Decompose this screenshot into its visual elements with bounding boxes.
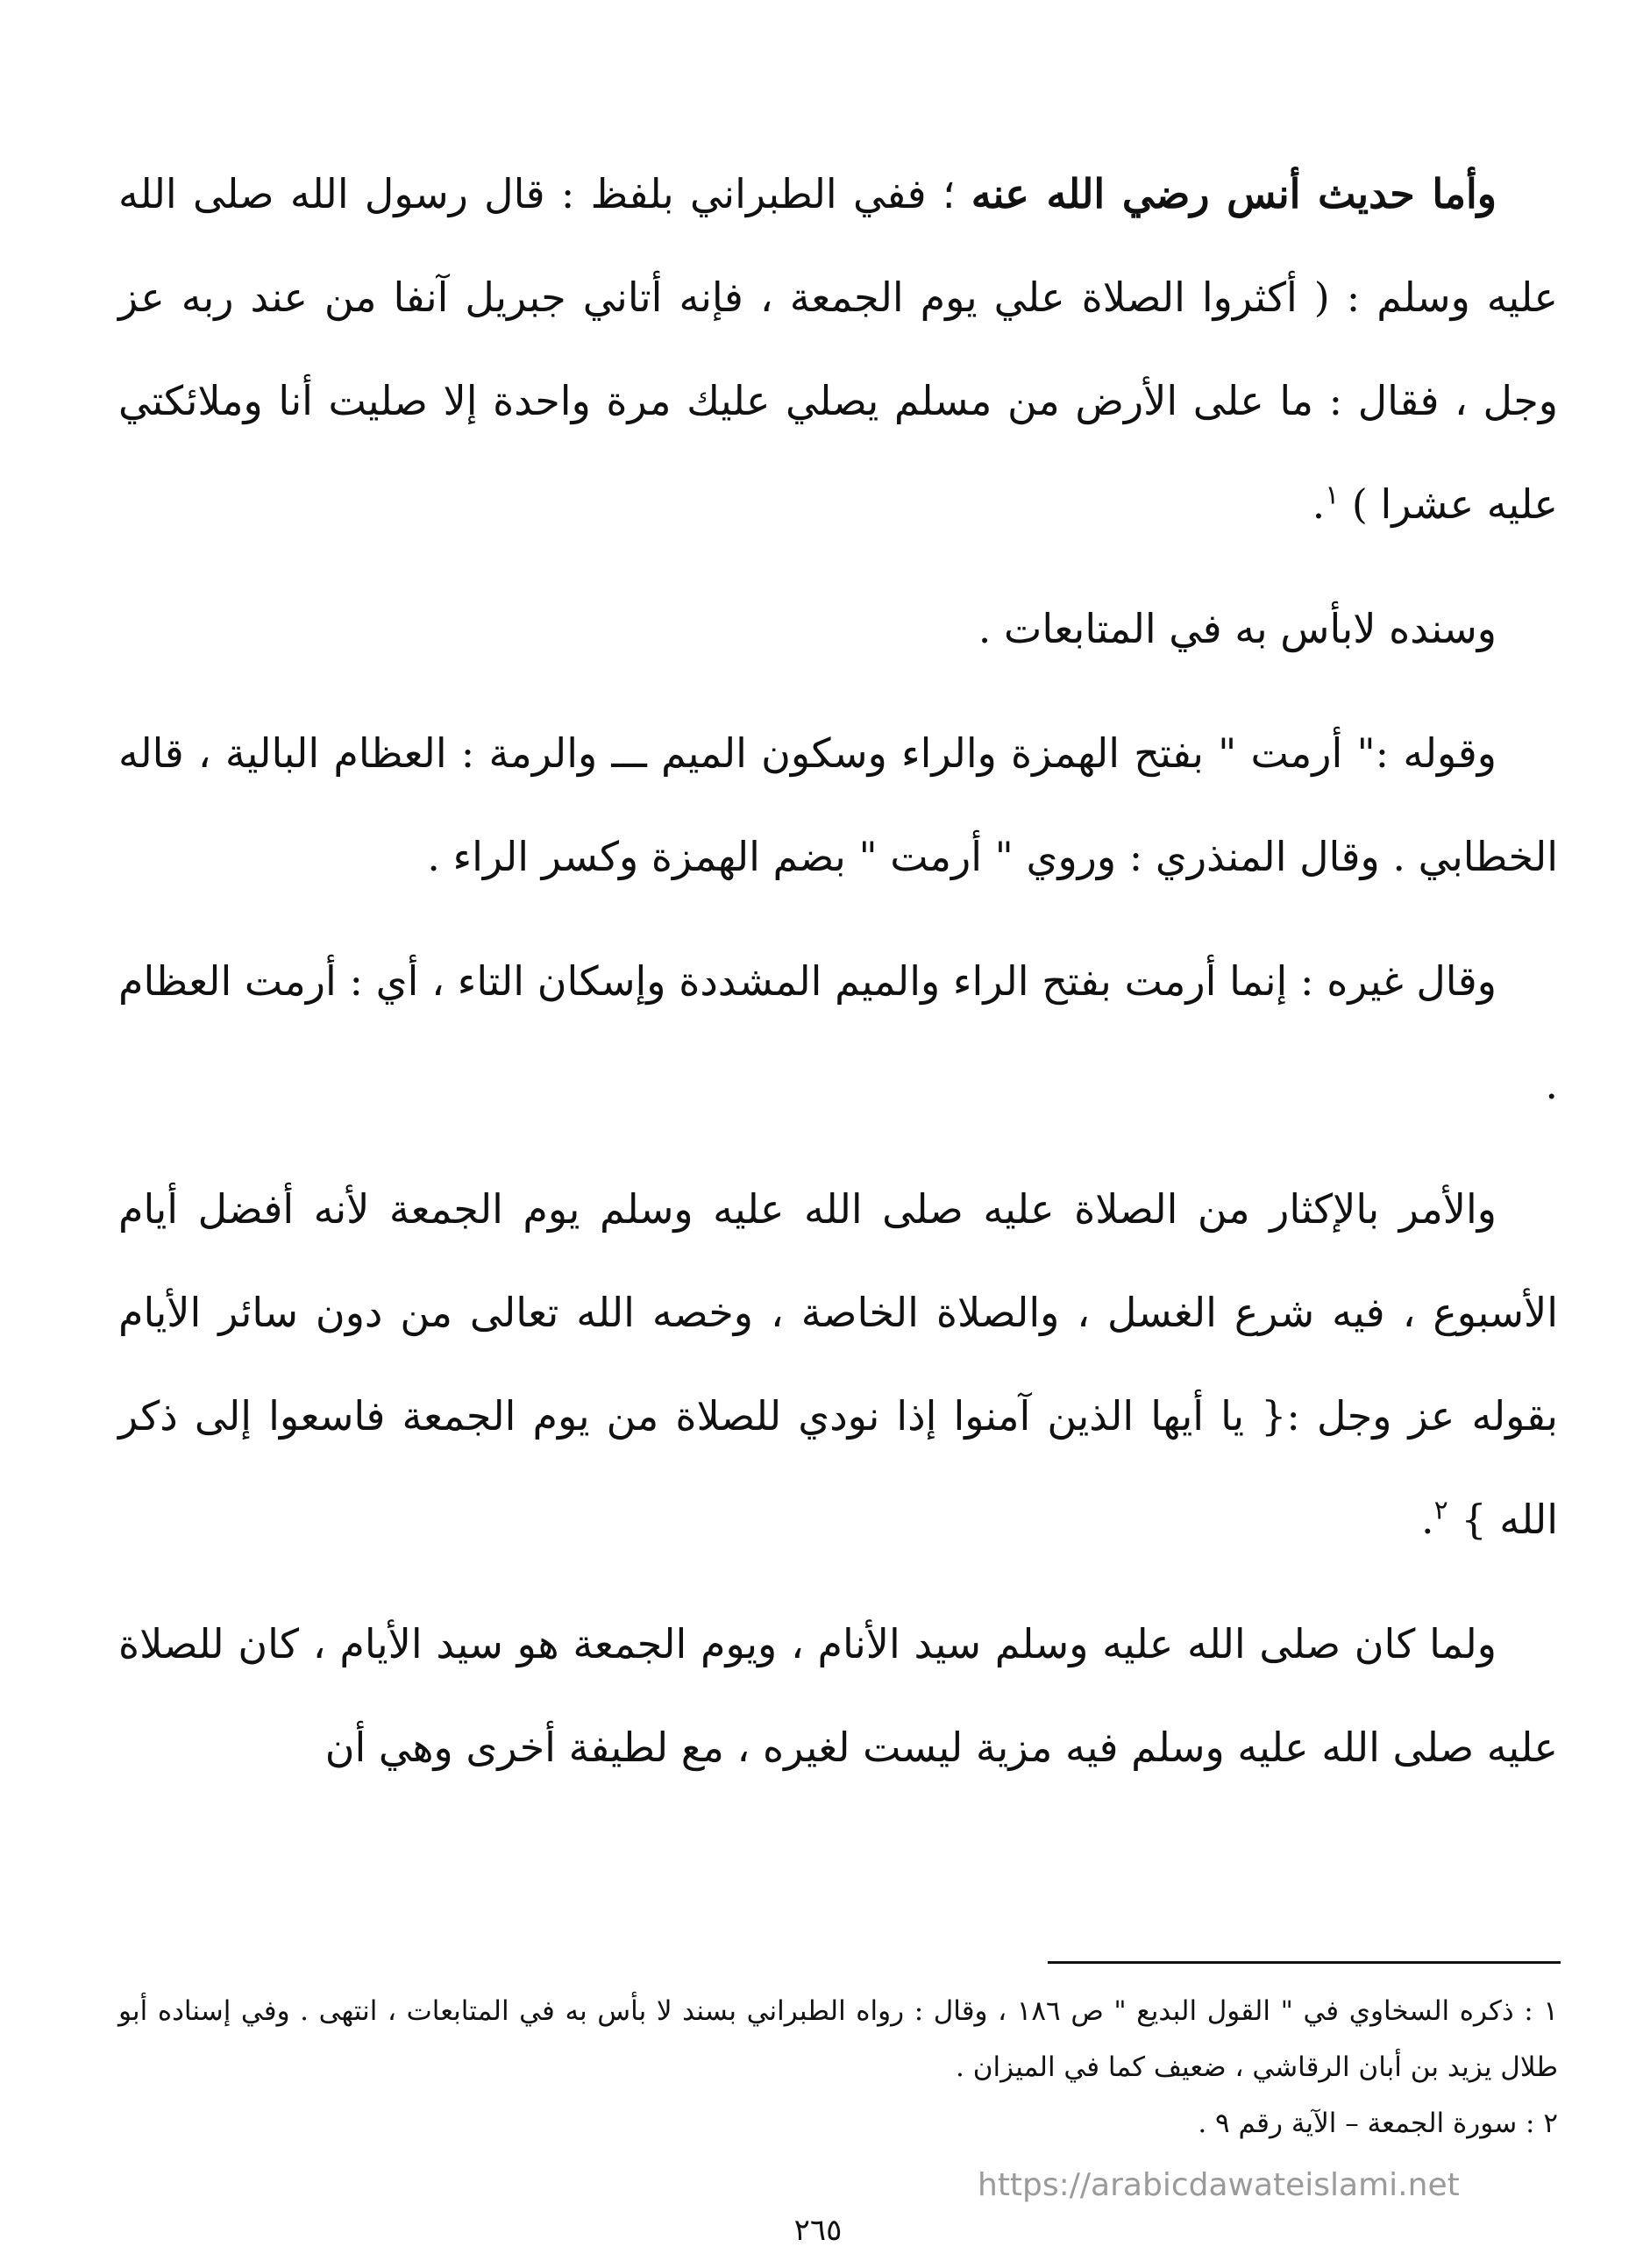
paragraph-other-opinion — [118, 929, 1558, 1136]
footnotes — [118, 1983, 1558, 2151]
paragraph-text: وقال غيره : إنما أرمت بفتح الراء والميم المشددة وإسكان التاء ، أي : أرمت العظام . — [118, 957, 1558, 1108]
footnote-ref-1[interactable]: ١ — [1325, 480, 1340, 511]
paragraph-anas-hadith — [118, 142, 1558, 556]
paragraph-sanad — [118, 577, 1558, 680]
paragraph-armat-meaning — [118, 701, 1558, 908]
paragraph-text: وسنده لابأس به في المتابعات . — [978, 605, 1497, 652]
paragraph-text: وقوله :" أرمت " بفتح الهمزة والراء وسكون الميم ـــ والرمة : العظام البالية ، قاله الخطابي . وقال المنذري : وروي " أرمت " بضم الهمزة وكسر الراء . — [118, 729, 1558, 880]
paragraph-text: ولما كان صلى الله عليه وسلم سيد الأنام ، ويوم الجمعة هو سيد الأيام ، كان للصلاة عليه صلى الله عليه وسلم فيه مزية ليست لغيره ، مع لطيفة أخرى وهي أن — [118, 1620, 1558, 1771]
paragraph-text: ؛ ففي الطبراني بلفظ : قال رسول الله صلى الله عليه وسلم : ( أكثروا الصلاة علي يوم الجمعة ، فإنه أتاني جبريل آنفا من عند ربه عز وجل ، فقال : ما على الأرض من مسلم يصلي عليك مرة واحدة إلا صليت أنا وملائكتي عليه عشرا ) — [118, 170, 1558, 528]
watermark-url[interactable]: https://arabicdawateislami.net — [978, 2167, 1460, 2203]
main-text — [118, 142, 1558, 1799]
paragraph-bold-lead: وأما حديث أنس رضي الله عنه — [971, 170, 1497, 217]
paragraph-friday-virtue — [118, 1157, 1558, 1571]
page-number: ٢٦٥ — [793, 2213, 843, 2248]
footnote-1: ١ : ذكره السخاوي في " القول البديع " ص ١٨٦ ، وقال : رواه الطبراني بسند لا بأس به في المتابعات ، انتهى . وفي إسناده أبو طلال يزيد بن أبان الرقاشي ، ضعيف كما في الميزان . — [118, 1995, 1558, 2083]
footnote-separator — [1048, 1961, 1561, 1964]
paragraph-tail: . — [1312, 480, 1326, 528]
paragraph-text: والأمر بالإكثار من الصلاة عليه صلى الله عليه وسلم يوم الجمعة لأنه أفضل أيام الأسبوع ، فيه شرع الغسل ، والصلاة الخاصة ، وخصه الله تعالى من دون سائر الأيام بقوله عز وجل :{ يا أيها الذين آمنوا إذا نودي للصلاة من يوم الجمعة فاسعوا إلى ذكر الله } — [118, 1185, 1558, 1543]
paragraph-master-of-days — [118, 1592, 1558, 1799]
footnote-2: ٢ : سورة الجمعة – الآية رقم ٩ . — [1198, 2108, 1558, 2139]
footnote-ref-2[interactable]: ٢ — [1433, 1495, 1448, 1526]
paragraph-tail: . — [1421, 1496, 1434, 1543]
